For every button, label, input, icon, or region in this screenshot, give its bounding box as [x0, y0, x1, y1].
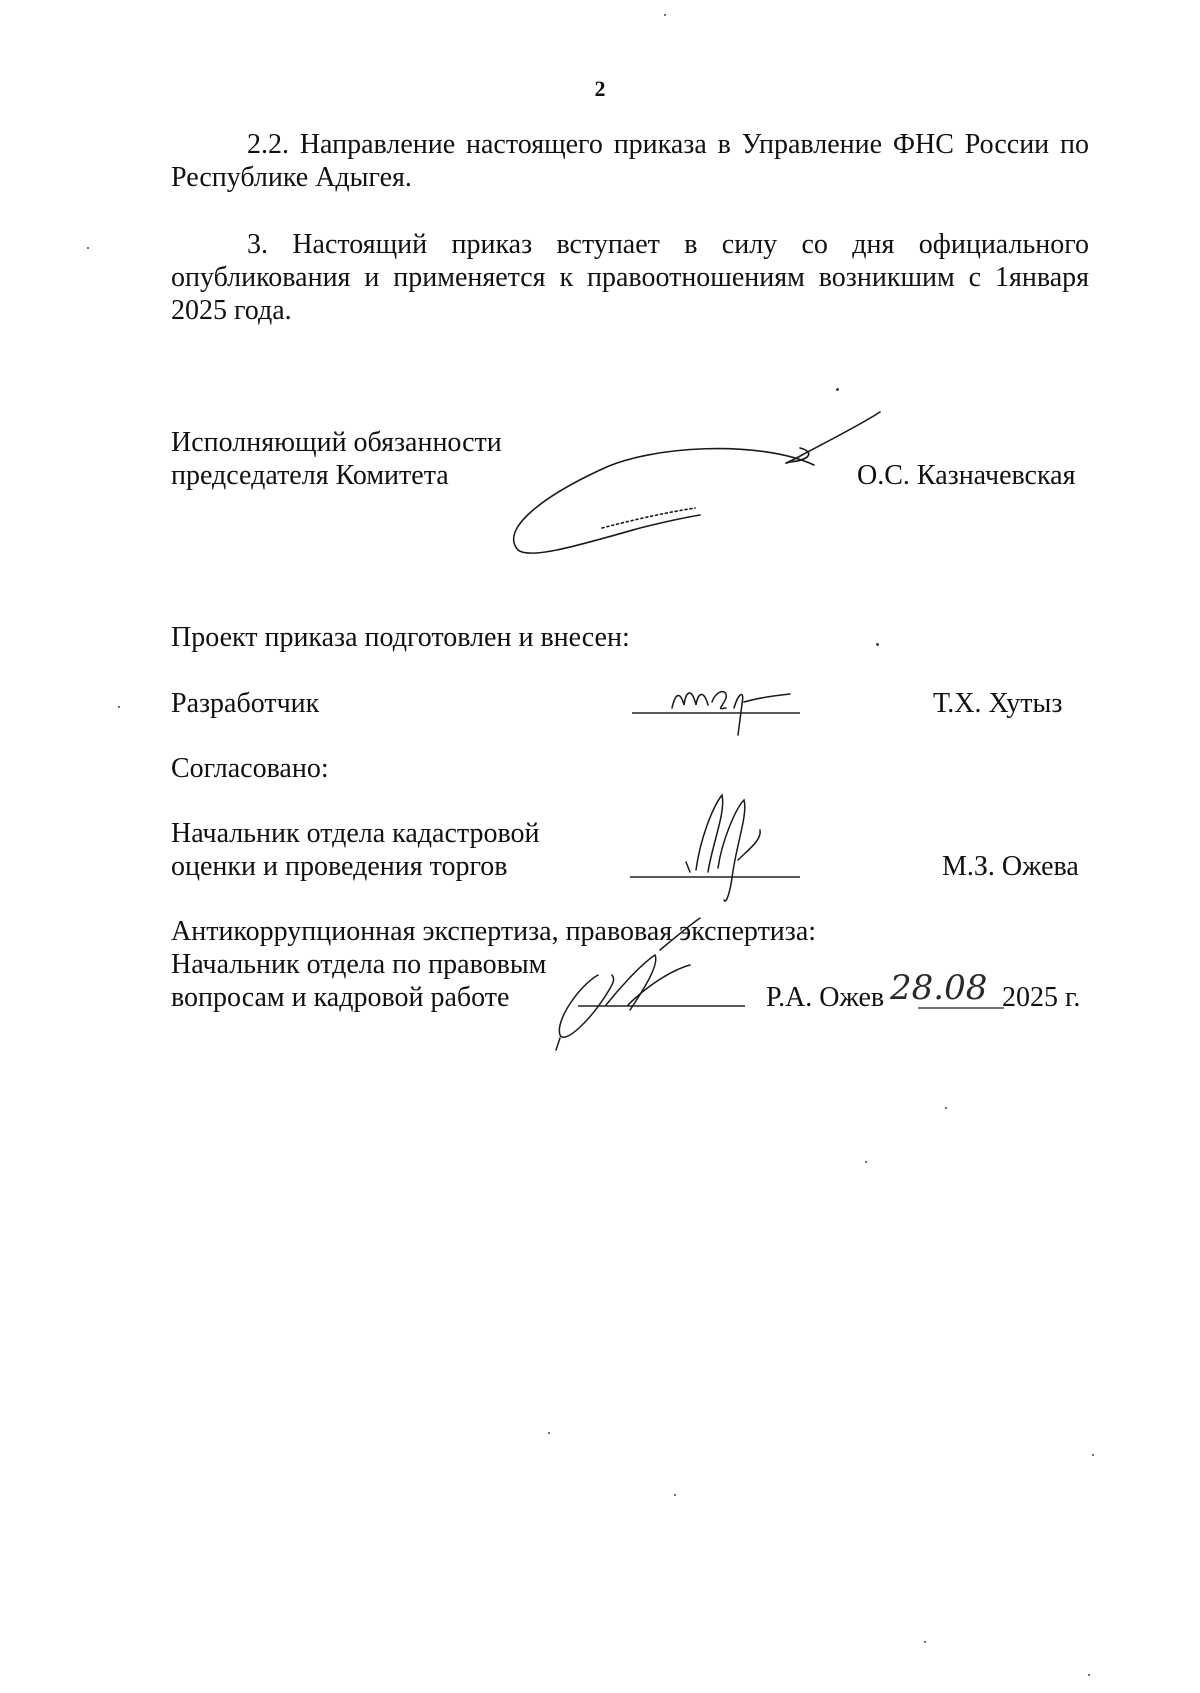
- developer-label: Разработчик: [171, 688, 320, 719]
- paragraph-2-2: 2.2. Направление настоящего приказа в Управление ФНС России по Республике Адыгея.: [171, 129, 1089, 193]
- main-signature: [514, 412, 880, 553]
- scan-speck: [876, 643, 879, 646]
- developer-signature: [672, 692, 790, 735]
- legal-title-line2: вопросам и кадровой работе: [171, 982, 510, 1013]
- scan-speck: [548, 1432, 550, 1434]
- page-number: 2: [594, 76, 606, 101]
- scan-speck: [118, 706, 120, 708]
- date-year: 2025 г.: [1002, 982, 1081, 1013]
- scan-speck: [674, 1494, 676, 1496]
- scan-speck: [87, 247, 89, 249]
- scan-speck: [1088, 1674, 1090, 1676]
- scan-speck: [945, 1107, 947, 1109]
- signatory-title-line1: Исполняющий обязанности: [171, 427, 502, 458]
- scan-speck: [836, 388, 839, 391]
- signatory-title-line2: председателя Комитета: [171, 460, 449, 491]
- cadastral-title-line2: оценки и проведения торгов: [171, 851, 508, 882]
- cadastral-title-line1: Начальник отдела кадастровой: [171, 818, 540, 849]
- cadastral-signature: [686, 795, 760, 901]
- expertise-heading: Антикоррупционная экспертиза, правовая экспертиза:: [171, 916, 817, 947]
- scan-speck: [924, 1641, 926, 1643]
- agreed-label: Согласовано:: [171, 753, 329, 784]
- legal-title-line1: Начальник отдела по правовым: [171, 949, 547, 980]
- scan-speck: [865, 1161, 867, 1163]
- approvals-heading: Проект приказа подготовлен и внесен:: [171, 622, 630, 653]
- handwritten-date: 28.08: [890, 968, 988, 1008]
- signatory-name: О.С. Казначевская: [857, 460, 1076, 491]
- cadastral-name: М.З. Ожева: [942, 851, 1079, 882]
- legal-name: Р.А. Ожев: [766, 982, 885, 1013]
- developer-name: Т.Х. Хутыз: [933, 688, 1063, 719]
- paragraph-3: 3. Настоящий приказ вступает в силу со дня официального опубликования и применяется к правоотношениям возникшим с 1января 2025 года.: [171, 229, 1089, 326]
- scan-speck: [1092, 1454, 1094, 1456]
- scan-speck: [664, 14, 666, 16]
